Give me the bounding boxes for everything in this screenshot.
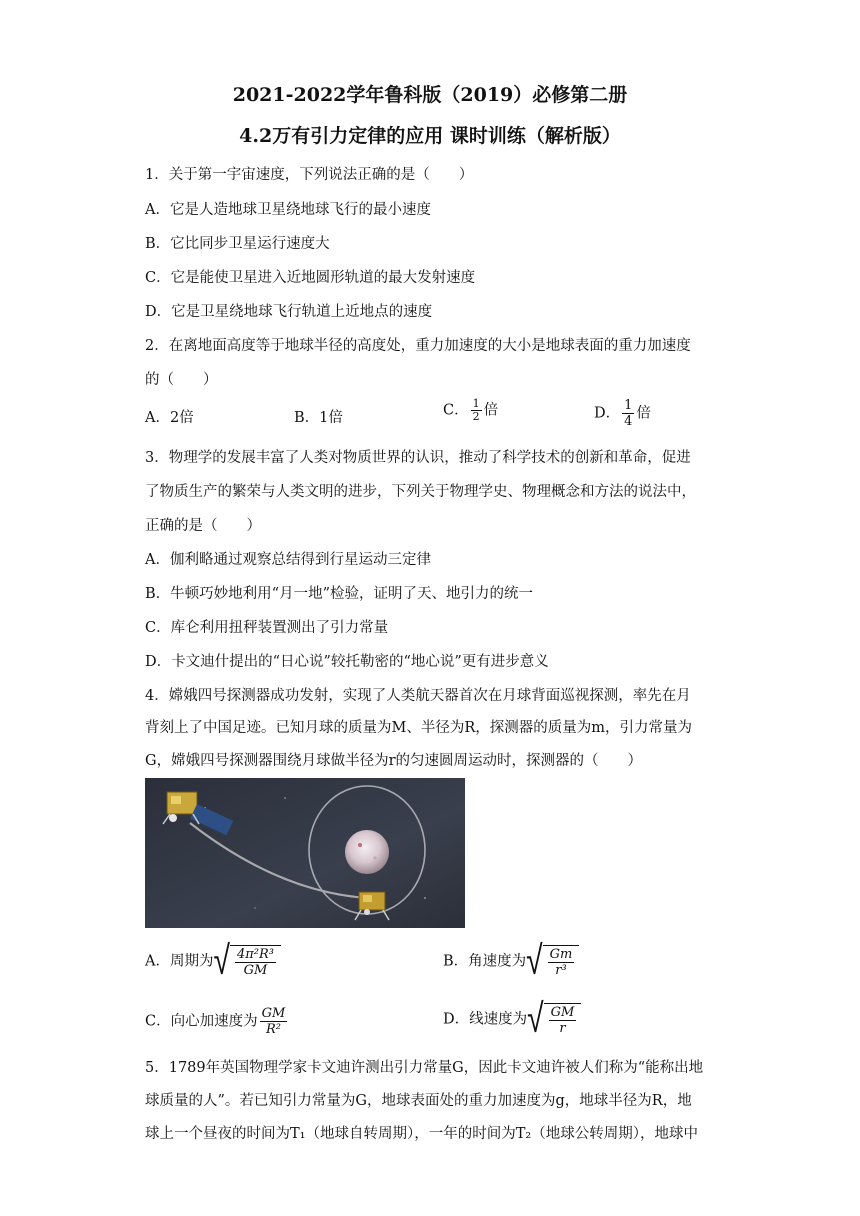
q2-option-d-fraction	[622, 398, 634, 429]
q5-stem-2: 球质量的人”。若已知引力常量为G，地球表面处的重力加速度为g，地球半径为R，地	[145, 1093, 692, 1109]
q4-option-d-label: D．线速度为	[443, 1011, 528, 1028]
q2-option-c	[443, 398, 498, 423]
q3-option-c: C．库仑利用扭秤装置测出了引力常量	[145, 620, 389, 636]
q5-stem-3: 球上一个昼夜的时间为T₁（地球自转周期），一年的时间为T₂（地球公转周期），地球中	[145, 1126, 698, 1142]
q5-stem-1: 5．1789年英国物理学家卡文迪许测出引力常量G，因此卡文迪许被人们称为“能称出地	[145, 1060, 704, 1076]
fraction-numerator: 4π²R³	[236, 947, 274, 962]
q2-option-a: A．2倍	[145, 410, 194, 426]
fraction-denominator: 4	[624, 414, 633, 429]
fraction-denominator: R²	[265, 1022, 281, 1037]
fraction-numerator: Gm	[549, 947, 573, 962]
q2-stem-2: 的（ ）	[145, 372, 218, 388]
q4-option-c-label: C．向心加速度为	[145, 1013, 258, 1030]
q4-option-a-fraction	[235, 947, 276, 978]
q1-option-d: D．它是卫星绕地球飞行轨道上近地点的速度	[145, 304, 433, 320]
q3-stem-3: 正确的是（ ）	[145, 518, 261, 534]
q1-option-a: A．它是人造地球卫星绕地球飞行的最小速度	[145, 202, 431, 218]
sqrt-expression: √ $\frac{GM}{r}$	[527, 1003, 581, 1036]
q4-stem-1: 4．嫦娥四号探测器成功发射，实现了人类航天器首次在月球背面巡视探测，率先在月	[145, 688, 691, 704]
fraction-numerator: 1	[624, 398, 633, 413]
fraction-denominator: r³	[555, 963, 567, 978]
q1-option-c: C．它是能使卫星进入近地圆形轨道的最大发射速度	[145, 270, 476, 286]
title-line-2: 4.2万有引力定律的应用 课时训练（解析版）	[239, 125, 621, 147]
q3-option-d: D．卡文迪什提出的“日心说”较托勒密的“地心说”更有进步意义	[145, 654, 549, 670]
q4-option-c	[145, 1006, 289, 1037]
sqrt-expression: √ $\frac{\text{4π²R³}}{GM}$	[213, 945, 281, 978]
q4-option-d-fraction	[549, 1005, 577, 1036]
q4-option-d	[443, 995, 581, 1043]
fraction-numerator: GM	[550, 1005, 575, 1020]
q2-option-c-fraction	[471, 398, 482, 423]
q4-option-b	[443, 937, 579, 985]
q1-stem: 1．关于第一宇宙速度，下列说法正确的是（ ）	[145, 167, 474, 183]
q3-stem-2: 了物质生产的繁荣与人类文明的进步，下列关于物理学史、物理概念和方法的说法中，	[145, 484, 696, 500]
sqrt-expression: √ $\frac{Gm}{\text{r³}}$	[526, 945, 579, 978]
q2-option-d-prefix: D．	[594, 405, 621, 422]
q3-option-a: A．伽利略通过观察总结得到行星运动三定律	[145, 552, 431, 568]
title-line-1: 2021-2022学年鲁科版（2019）必修第二册	[232, 84, 628, 106]
q3-stem-1: 3．物理学的发展丰富了人类对物质世界的认识，推动了科学技术的创新和革命，促进	[145, 450, 691, 466]
fraction-denominator: GM	[243, 963, 268, 978]
fraction-numerator: 1	[472, 397, 480, 410]
q2-stem-1: 2．在离地面高度等于地球半径的高度处，重力加速度的大小是地球表面的重力加速度	[145, 338, 691, 354]
q2-option-b: B．1倍	[294, 410, 343, 426]
fraction-numerator: GM	[261, 1006, 286, 1021]
lunar-orbit-figure	[145, 778, 465, 928]
q2-option-d	[594, 398, 651, 429]
fraction-denominator: r	[559, 1021, 566, 1036]
q2-option-c-prefix: C．	[443, 402, 469, 419]
q4-stem-3: G，嫦娥四号探测器围绕月球做半径为r的匀速圆周运动时，探测器的（ ）	[145, 753, 643, 769]
q2-option-c-suffix: 倍	[483, 402, 499, 419]
q4-option-b-label: B．角速度为	[443, 953, 527, 970]
q4-option-a	[145, 937, 281, 985]
q4-option-b-fraction	[548, 947, 575, 978]
q1-option-b: B．它比同步卫星运行速度大	[145, 236, 330, 252]
q4-option-a-label: A．周期为	[145, 953, 214, 970]
moon	[345, 830, 389, 874]
q4-option-c-fraction	[260, 1006, 288, 1037]
q3-option-b: B．牛顿巧妙地利用“月一地”检验，证明了天、地引力的统一	[145, 586, 533, 602]
fraction-denominator: 2	[472, 410, 480, 423]
q4-stem-2: 背刻上了中国足迹。已知月球的质量为M、半径为R，探测器的质量为m，引力常量为	[145, 720, 693, 736]
q2-option-d-suffix: 倍	[636, 405, 651, 422]
